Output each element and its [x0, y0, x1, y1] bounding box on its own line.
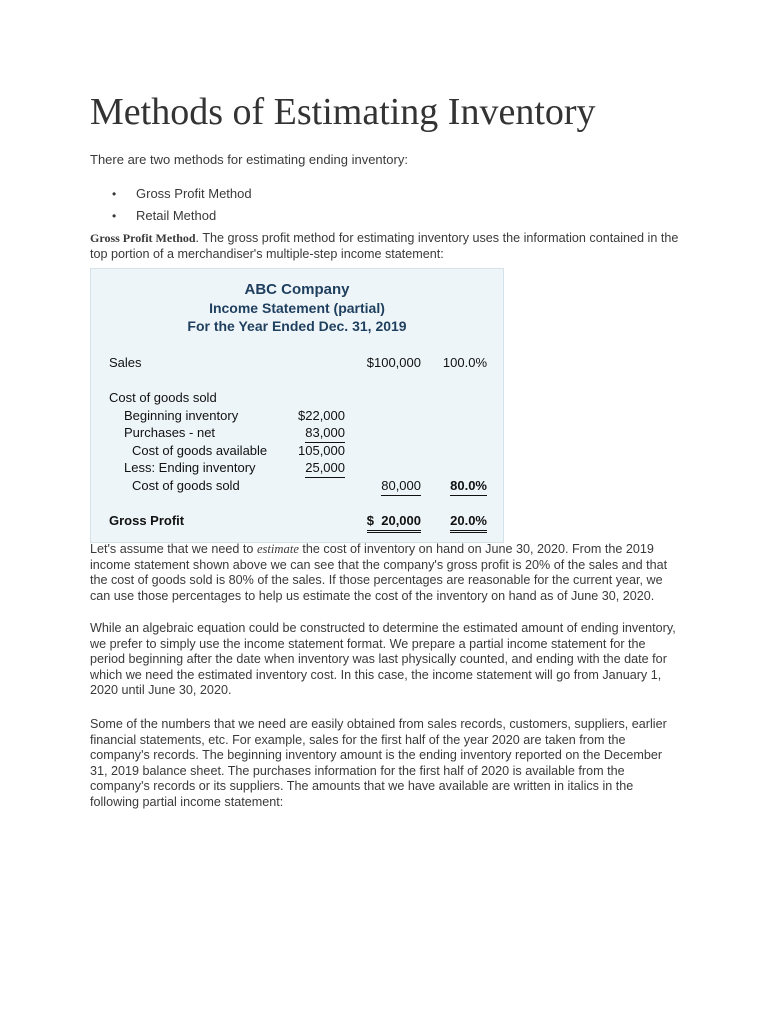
- beginning-inventory-row: [91, 407, 503, 425]
- ending-inventory-row: [91, 459, 503, 477]
- methods-list: [90, 186, 252, 230]
- gross-profit-label: Gross Profit Method: [90, 231, 196, 245]
- purchases-row: [91, 424, 503, 442]
- beginning-inventory-label: Beginning inventory: [124, 408, 239, 423]
- purchases-amount: 83,000: [305, 424, 345, 443]
- cogs-label: Cost of goods sold: [132, 478, 240, 493]
- list-item: • Gross Profit Method: [90, 186, 252, 208]
- sales-label: Sales: [109, 355, 142, 370]
- sales-percent: 100.0%: [442, 355, 487, 370]
- gross-profit-percent: 20.0%: [450, 512, 487, 533]
- cogs-amount: 80,000: [381, 477, 421, 496]
- cogs-header-label: Cost of goods sold: [109, 390, 217, 405]
- available-row: [91, 442, 503, 460]
- gross-profit-row-label: Gross Profit: [109, 513, 185, 528]
- statement-company: ABC Company: [244, 281, 350, 298]
- assume-text-italic: estimate: [256, 542, 299, 556]
- cogs-percent: 80.0%: [450, 477, 487, 496]
- available-label: Cost of goods available: [132, 443, 268, 458]
- sales-amount: $100,000: [366, 355, 421, 370]
- gross-profit-text: . The gross profit method for estimating inventory uses the information contained in the top portion of a merchandiser's multiple-step income statement:: [90, 231, 679, 261]
- purchases-label: Purchases - net: [124, 425, 216, 440]
- statement-header: [91, 281, 503, 335]
- gross-profit-amount: $ 20,000: [367, 512, 421, 533]
- list-item: • Retail Method: [90, 208, 252, 230]
- available-amount: 105,000: [298, 443, 345, 458]
- sales-row: [91, 354, 503, 372]
- ending-inventory-label: Less: Ending inventory: [124, 460, 256, 475]
- assume-paragraph: [90, 542, 680, 604]
- assume-text-before: Let's assume that we need to: [90, 542, 257, 556]
- statement-period: For the Year Ended Dec. 31, 2019: [187, 318, 407, 334]
- cogs-header-row: [91, 389, 503, 407]
- assume-text-after: the cost of inventory on hand on June 30, 2020. From the 2019 income statement shown above we can see that the company's gross profit is 20% of the sales and that the cost of goods sold is 80% of the sales. If those percentages are reasonable for the current year, we can use those percentages to help us estimate the cost of the inventory on hand as of June 30, 2020.: [90, 542, 668, 603]
- gross-profit-row: [91, 512, 503, 530]
- page-title: Methods of Estimating Inventory: [90, 91, 596, 133]
- intro-text: There are two methods for estimating ending inventory:: [90, 152, 408, 167]
- ending-inventory-amount: 25,000: [305, 459, 345, 478]
- gross-profit-paragraph: [90, 231, 680, 262]
- statement-subtitle: Income Statement (partial): [209, 300, 385, 316]
- numbers-paragraph: Some of the numbers that we need are easily obtained from sales records, customers, suppliers, earlier financial statements, etc. For example, sales for the first half of the year 2020 are taken from the company's records. The beginning inventory amount is the ending inventory reported on the December 31, 2019 balance sheet. The purchases information for the first half of 2020 is available from the company's records or its suppliers. The amounts that we have available are written in italics in the following partial income statement:: [90, 717, 667, 809]
- beginning-inventory-amount: $22,000: [298, 408, 345, 423]
- cogs-row: [91, 477, 503, 495]
- algebraic-paragraph: While an algebraic equation could be constructed to determine the estimated amount of ending inventory, we prefer to simply use the income statement format. We prepare a partial income statement for the period beginning after the date when inventory was last physically counted, and ending with the date for which we need the estimated inventory cost. In this case, the income statement will go from January 1, 2020 until June 30, 2020.: [90, 621, 676, 698]
- income-statement: [90, 268, 504, 543]
